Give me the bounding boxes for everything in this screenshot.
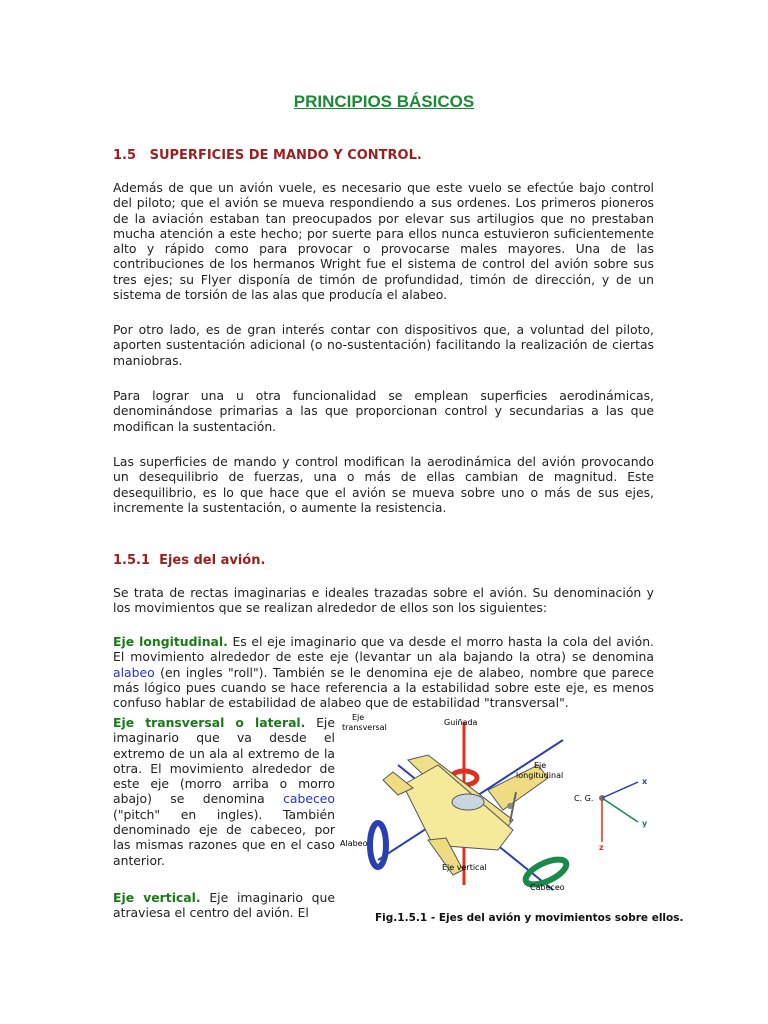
paragraph-superficies: Para lograr una u otra funcionalidad se emplean superficies aerodinámicas, denominándose primarias a las que proporcionan control y secundarias a las que modifican la sustentación. bbox=[113, 388, 654, 434]
label-eje-transversal-2: transversal bbox=[342, 723, 387, 732]
paragraph-eje-vertical bbox=[113, 890, 335, 921]
text: Eje imaginario que va desde el extremo de un ala al extremo de la otra. El movimiento alrededor de este eje (morro arriba o morro abajo) se denomina bbox=[113, 715, 335, 807]
text: ("pitch" en ingles). También denominado eje de cabeceo, por las mismas razones que en el caso anterior. bbox=[113, 806, 335, 868]
x-axis-line bbox=[602, 782, 638, 798]
term-eje-longitudinal: Eje longitudinal. bbox=[113, 634, 228, 649]
y-axis-line bbox=[602, 798, 638, 822]
subsection-title: Ejes del avión. bbox=[159, 553, 266, 568]
paragraph-intro: Además de que un avión vuele, es necesario que este vuelo se efectúe bajo control del piloto; que el avión se mueva respondiendo a sus ordenes. Los primeros pioneros de la aviación estaban tan preocupados por elevar sus artilugios que no prestaban mucha atención a este hecho; por suerte para ellos nunca estuvieron suficientemente alto y rápido como para provocar o provocarse males mayores. Una de las contribuciones de los hermanos Wright fue el sistema de control del avión sobre sus tres ejes; su Flyer disponía de timón de profundidad, timón de dirección, y de un sistema de torsión de las alas que producía el alabeo. bbox=[113, 180, 654, 303]
label-x: x bbox=[642, 777, 648, 786]
paragraph-dispositivos: Por otro lado, es de gran interés contar con dispositivos que, a voluntad del piloto, aporten sustentación adicional (o no-sustentación) facilitando la realización de ciertas maniobras. bbox=[113, 322, 654, 368]
text: Es el eje imaginario que va desde el morro hasta la cola del avión. El movimiento alrededor de este eje (levantar un ala bajando la otra) se denomina bbox=[113, 634, 654, 665]
paragraph-ejes-intro: Se trata de rectas imaginarias e ideales trazadas sobre el avión. Su denominación y los movimientos que se realizan alrededor de ellos son los siguientes: bbox=[113, 585, 654, 616]
label-eje-longitudinal-1: Eje bbox=[534, 761, 547, 770]
airplane-axes-figure bbox=[338, 710, 668, 935]
paragraph-eje-longitudinal bbox=[113, 634, 654, 710]
label-eje-longitudinal-2: longitudinal bbox=[516, 771, 564, 780]
text: Eje imaginario que atraviesa el centro del avión. El bbox=[113, 890, 336, 921]
paragraph-desequilibrio: Las superficies de mando y control modifican la aerodinámica del avión provocando un desequilibrio de fuerzas, una o más de ellas cambian de magnitud. Este desequilibrio, es lo que hace que el avión se mueva sobre uno o más de sus ejes, incremente la sustentación, o aumente la resistencia. bbox=[113, 454, 654, 515]
label-cg: C. G. bbox=[574, 794, 594, 803]
section-heading-1-5-1 bbox=[113, 553, 265, 568]
label-eje-vertical: Eje vertical bbox=[442, 863, 487, 872]
label-cabeceo: Cabeceo bbox=[530, 883, 565, 892]
cabeceo-term: cabeceo bbox=[283, 791, 335, 807]
label-guinada: Guiñada bbox=[444, 718, 478, 727]
page-title: PRINCIPIOS BÁSICOS bbox=[293, 92, 475, 111]
paragraph-eje-transversal bbox=[113, 715, 335, 868]
section-title: SUPERFICIES DE MANDO Y CONTROL. bbox=[149, 148, 422, 163]
alabeo-term: alabeo bbox=[113, 664, 155, 680]
subsection-number: 1.5.1 bbox=[113, 553, 151, 568]
figure-caption: Fig.1.5.1 - Ejes del avión y movimientos sobre ellos. bbox=[375, 912, 684, 924]
text: (en ingles "roll"). También se le denomina eje de alabeo, nombre que parece más lógico pues cuando se hace referencia a la estabilidad sobre este eje, es menos confuso hablar de estabilidad de alabeo que de estabilidad "transversal". bbox=[113, 664, 654, 711]
label-alabeo: Alabeo bbox=[340, 839, 368, 848]
label-y: y bbox=[642, 819, 648, 828]
label-eje-transversal-1: Eje bbox=[352, 713, 365, 722]
label-z: z bbox=[599, 843, 604, 852]
term-eje-vertical: Eje vertical. bbox=[113, 890, 201, 905]
section-number: 1.5 bbox=[113, 148, 137, 163]
term-eje-transversal: Eje transversal o lateral. bbox=[113, 715, 306, 730]
section-heading-1-5 bbox=[113, 148, 422, 163]
roll-ring-icon bbox=[370, 823, 386, 867]
